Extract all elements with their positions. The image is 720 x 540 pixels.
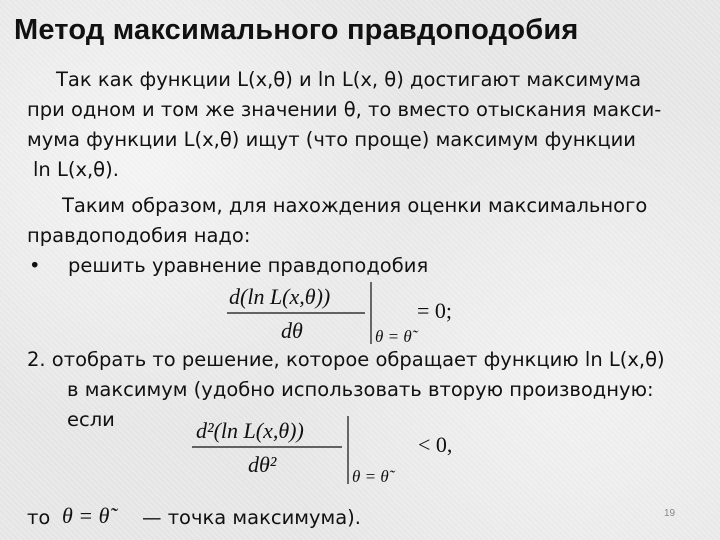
step-line: 2. отобрать то решение, которое обращает функцию ln L(x,θ) — [27, 348, 665, 371]
step-line: если — [67, 408, 115, 431]
conclusion-prefix: то — [27, 506, 51, 529]
evaluation-condition: θ = θ̃ — [375, 327, 412, 346]
evaluation-condition: θ = θ̃ — [352, 467, 389, 486]
paragraph-line: Таким образом, для нахождения оценки максимального — [62, 194, 648, 217]
page-title: Метод максимального правдоподобия — [14, 14, 579, 46]
bullet-item-text: решить уравнение правдоподобия — [68, 254, 429, 277]
paragraph-line: правдоподобия надо: — [27, 224, 251, 247]
conclusion-text: — точка максимума). — [142, 506, 361, 529]
step-line: в максимум (удобно использовать вторую производную: — [67, 378, 654, 401]
formula-text: θ = θ̃ — [62, 503, 110, 528]
paragraph-line: ln L(x,θ). — [33, 158, 119, 181]
second-derivative-condition — [190, 412, 480, 490]
formula-rhs: = 0; — [417, 298, 453, 323]
likelihood-equation — [225, 278, 495, 350]
formula-numerator: d(ln L(x,θ)) — [229, 284, 331, 309]
paragraph-line: мума функции L(x,θ) ищут (что проще) максимум функции — [27, 128, 636, 151]
formula-numerator: d²(ln L(x,θ)) — [196, 418, 304, 443]
page-number: 19 — [664, 508, 676, 519]
formula-denominator: dθ² — [248, 452, 277, 477]
formula-denominator: dθ — [281, 318, 303, 343]
conclusion-formula — [60, 498, 140, 532]
bullet-marker: • — [29, 254, 41, 277]
formula-rhs: < 0, — [418, 432, 453, 457]
paragraph-line: при одном и том же значении θ, то вместо отыскания макси- — [27, 98, 662, 121]
paragraph-line: Так как функции L(x,θ) и ln L(x, θ) достигают максимума — [56, 68, 642, 91]
